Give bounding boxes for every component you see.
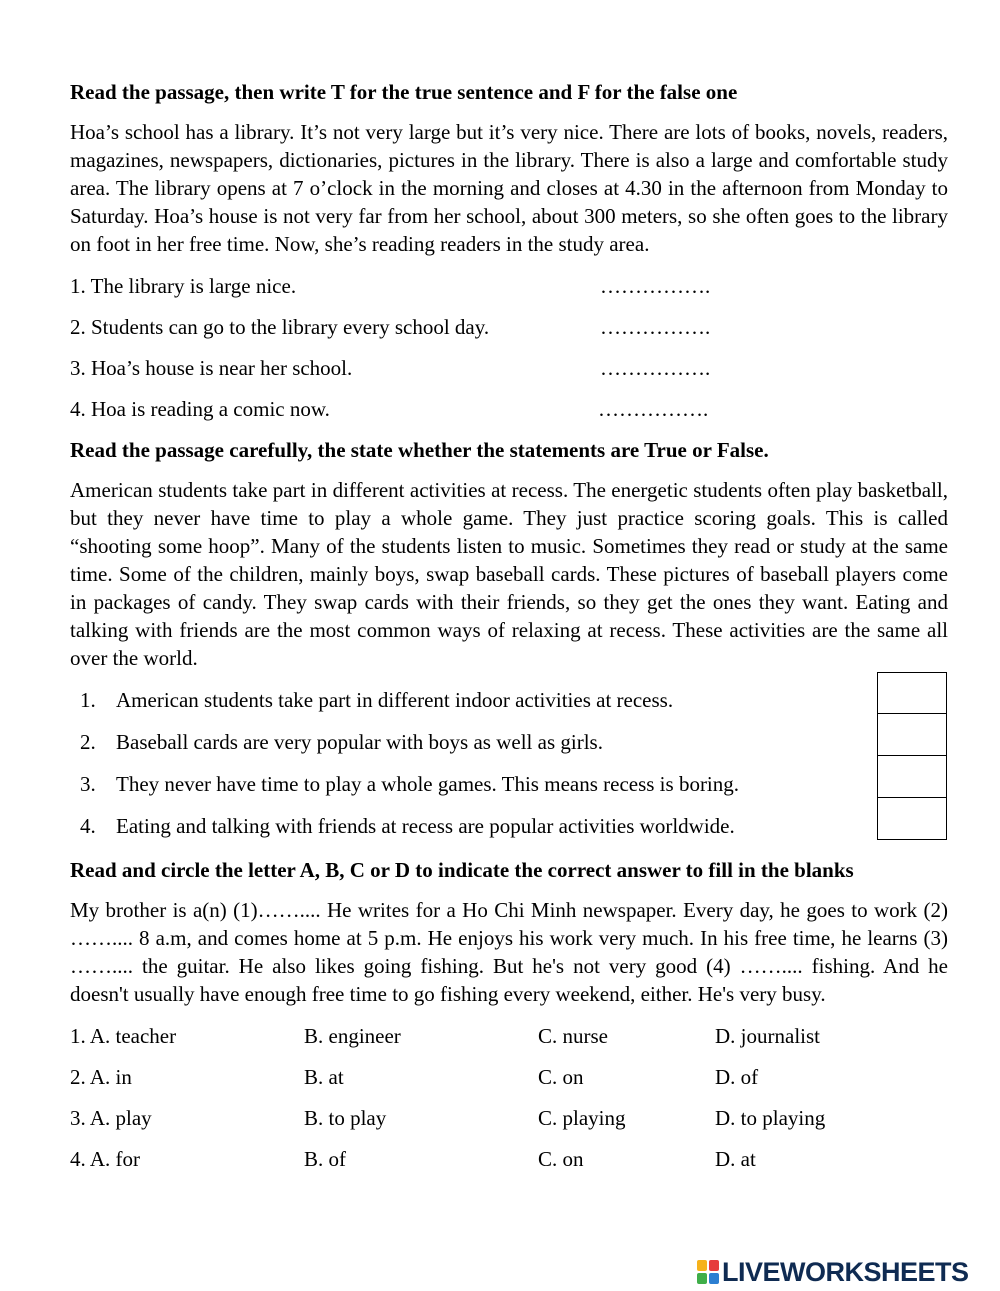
- section1-heading: Read the passage, then write T for the true sentence and F for the false one: [70, 80, 738, 104]
- logo-square: [709, 1273, 719, 1284]
- option-d[interactable]: D. at: [715, 1147, 756, 1171]
- option-a[interactable]: 1. A. teacher: [70, 1024, 177, 1048]
- statement-text: 2. Students can go to the library every school day.: [70, 315, 490, 339]
- statement-text: Baseball cards are very popular with boys as well as girls.: [116, 730, 603, 754]
- option-d[interactable]: D. of: [715, 1065, 759, 1089]
- option-b[interactable]: B. of: [304, 1147, 346, 1171]
- answer-blank[interactable]: …………….: [600, 274, 711, 298]
- logo-text: LIVEWORKSHEETS: [722, 1257, 969, 1287]
- section3-passage: My brother is a(n) (1)…….... He writes for a Ho Chi Minh newspaper. Every day, he goes to work (2) …….... 8 a.m, and comes home at 5 p.m. He enjoys his work very much. In his free time, he learns (3) …….... the guitar. He also likes going fishing. But he's not very good (4) …….... fishing. And he doesn't usually have enough free time to go fishing every weekend, either. He's very busy.: [70, 898, 948, 1006]
- box-statement-1: [70, 686, 948, 728]
- answer-blank[interactable]: …………….: [598, 397, 709, 421]
- tf-statement-3: [70, 354, 948, 395]
- answer-box[interactable]: [877, 714, 947, 756]
- section3-heading: Read and circle the letter A, B, C or D to indicate the correct answer to fill in the blanks: [70, 858, 854, 882]
- section1-statements: [70, 272, 948, 436]
- statement-text: American students take part in different indoor activities at recess.: [116, 688, 674, 712]
- answer-box[interactable]: [877, 756, 947, 798]
- option-d[interactable]: D. journalist: [715, 1024, 820, 1048]
- option-c[interactable]: C. on: [538, 1065, 584, 1089]
- mc-question-3: [70, 1104, 948, 1145]
- statement-text: 3. Hoa’s house is near her school.: [70, 356, 353, 380]
- mc-question-2: [70, 1063, 948, 1104]
- statement-number: 1.: [80, 688, 96, 712]
- statement-text: Eating and talking with friends at recess are popular activities worldwide.: [116, 814, 735, 838]
- box-statement-3: [70, 770, 948, 812]
- option-b[interactable]: B. at: [304, 1065, 344, 1089]
- answer-box[interactable]: [877, 672, 947, 714]
- logo-square: [709, 1260, 719, 1271]
- option-d[interactable]: D. to playing: [715, 1106, 826, 1130]
- liveworksheets-logo: [697, 1255, 992, 1289]
- logo-square: [697, 1273, 707, 1284]
- statement-text: 1. The library is large nice.: [70, 274, 297, 298]
- logo-squares-icon: [697, 1260, 719, 1284]
- option-c[interactable]: C. playing: [538, 1106, 626, 1130]
- answer-box[interactable]: [877, 798, 947, 840]
- answer-blank[interactable]: …………….: [600, 315, 711, 339]
- box-statement-4: [70, 812, 948, 854]
- option-c[interactable]: C. nurse: [538, 1024, 608, 1048]
- mc-question-1: [70, 1022, 948, 1063]
- worksheet-page: [70, 78, 948, 1186]
- option-a[interactable]: 2. A. in: [70, 1065, 132, 1089]
- answer-blank[interactable]: …………….: [600, 356, 711, 380]
- option-c[interactable]: C. on: [538, 1147, 584, 1171]
- statement-number: 3.: [80, 772, 96, 796]
- option-a[interactable]: 3. A. play: [70, 1106, 152, 1130]
- logo-square: [697, 1260, 707, 1271]
- tf-statement-2: [70, 313, 948, 354]
- option-a[interactable]: 4. A. for: [70, 1147, 140, 1171]
- statement-text: They never have time to play a whole games. This means recess is boring.: [116, 772, 740, 796]
- option-b[interactable]: B. to play: [304, 1106, 387, 1130]
- statement-number: 4.: [80, 814, 96, 838]
- box-statement-2: [70, 728, 948, 770]
- tf-statement-4: [70, 395, 948, 436]
- option-b[interactable]: B. engineer: [304, 1024, 401, 1048]
- section2-statements: [70, 686, 948, 854]
- section1-passage: Hoa’s school has a library. It’s not very large but it’s very nice. There are lots of books, novels, readers, magazines, newspapers, dictionaries, pictures in the library. There is also a large and comfortable study area. The library opens at 7 o’clock in the morning and closes at 4.30 in the afternoon from Monday to Saturday. Hoa’s house is not very far from her school, about 300 meters, so she often goes to the library on foot in her free time. Now, she’s reading readers in the study area.: [70, 120, 948, 256]
- statement-text: 4. Hoa is reading a comic now.: [70, 397, 330, 421]
- tf-statement-1: [70, 272, 948, 313]
- section2-heading: Read the passage carefully, the state whether the statements are True or False.: [70, 438, 769, 462]
- statement-number: 2.: [80, 730, 96, 754]
- mc-question-4: [70, 1145, 948, 1186]
- section3-questions: [70, 1022, 948, 1186]
- section2-passage: American students take part in different activities at recess. The energetic students often play basketball, but they never have time to play a whole game. They just practice scoring goals. This is called “shooting some hoop”. Many of the students listen to music. Sometimes they read or study at the same time. Some of the children, mainly boys, swap baseball cards. These pictures of baseball players come in packages of candy. They swap cards with their friends, so they get the ones they want. Eating and talking with friends are the most common ways of relaxing at recess. These activities are the same all over the world.: [70, 478, 948, 670]
